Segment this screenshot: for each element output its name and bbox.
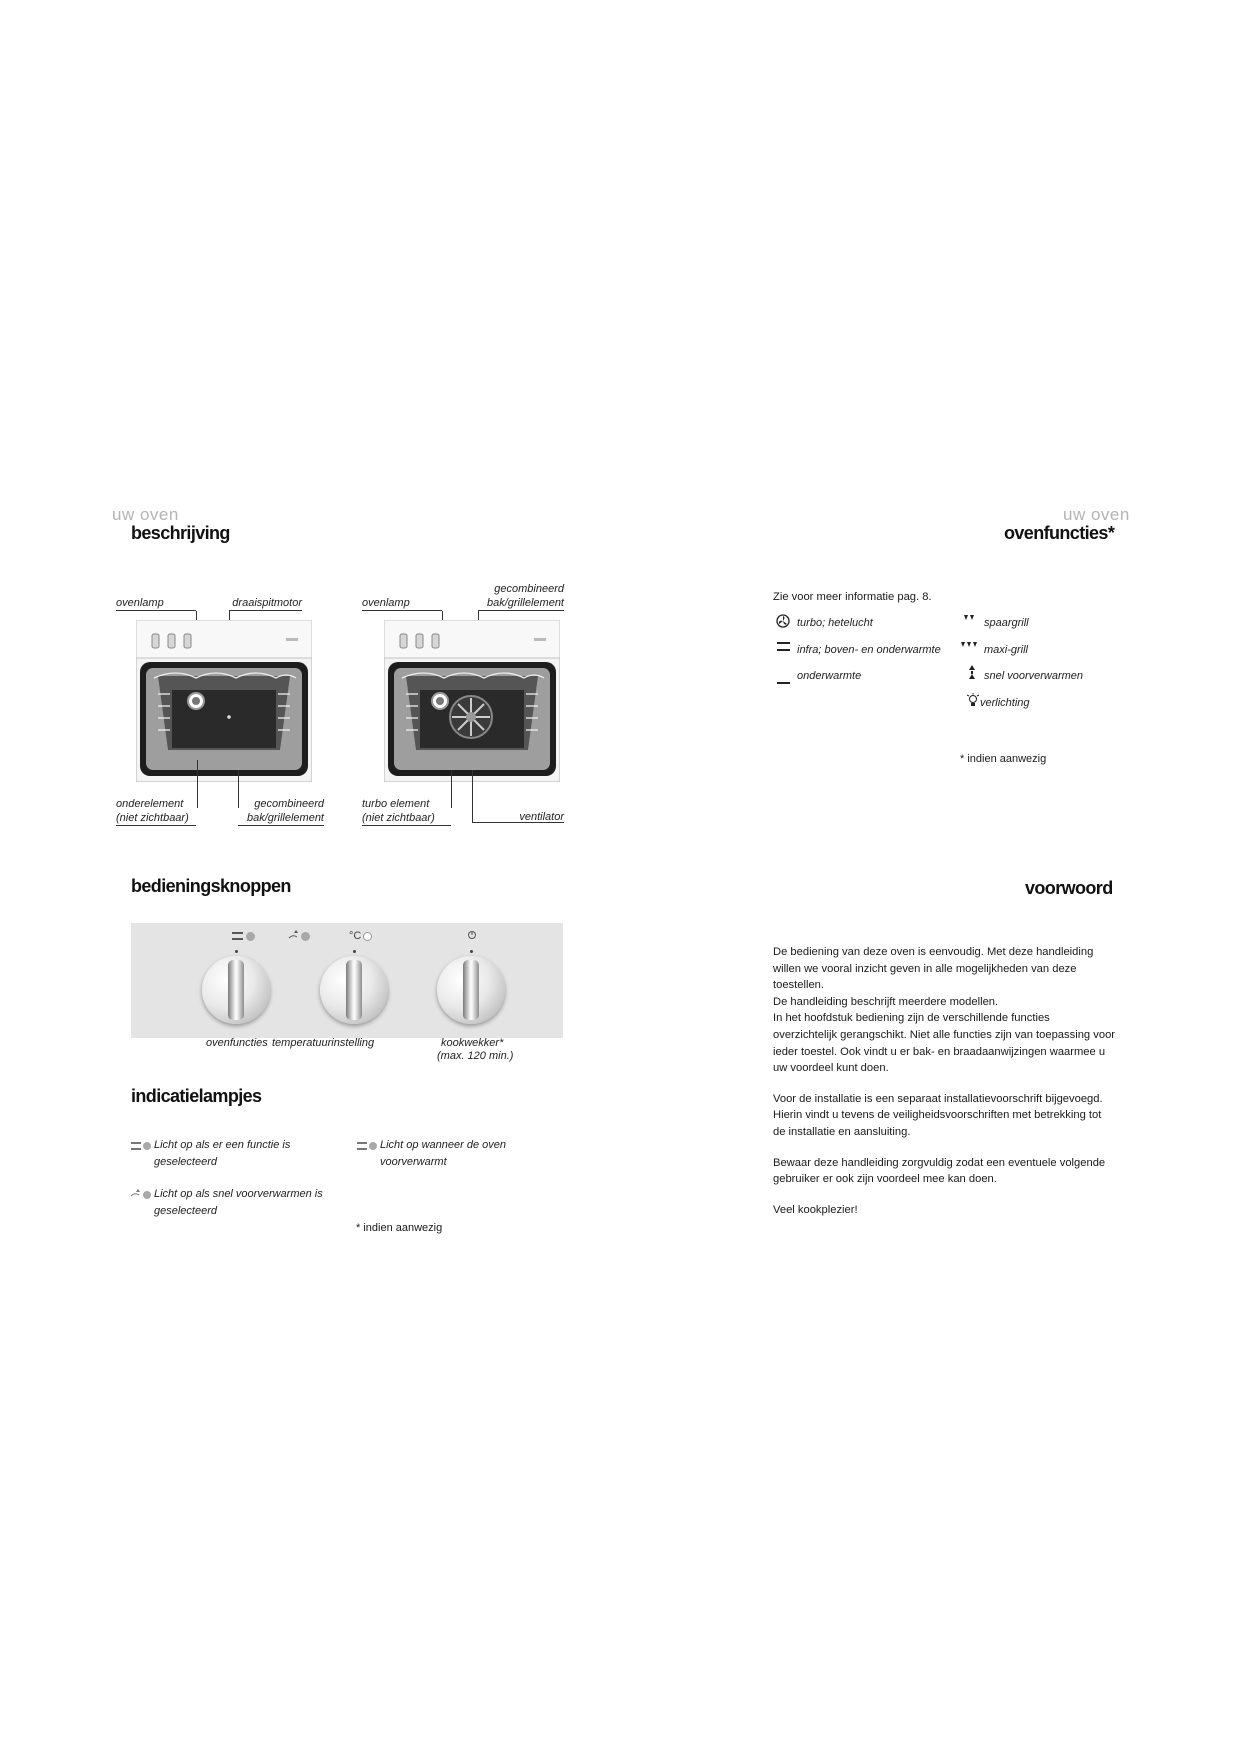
right-section-kicker: uw oven [1063,505,1130,524]
lamp-2-text-2: voorverwarmt [380,1156,447,1168]
function-indicator-lamp [246,932,255,941]
lamp-3-text-2: geselecteerd [154,1205,217,1217]
ovenfuncties-intro: Zie voor meer informatie pag. 8. [773,591,932,603]
lamp-3-text-1: Licht op als snel voorverwarmen is [154,1188,323,1200]
preface-line: De bediening van deze oven is eenvoudig. Met deze handleiding [773,946,1094,958]
voorwoord-title: voorwoord [1025,878,1113,898]
maxi-grill-icon [961,639,979,651]
kitchen-timer-knob[interactable] [437,956,505,1024]
preface-line: gebruiker er ook zijn voordeel mee kan doen. [773,1173,997,1186]
preface-line: de installatie en aansluiting. [773,1125,911,1138]
preface-line: toestellen. [773,979,824,992]
temp-symbol: °C [349,930,362,942]
preface-line: overzichtelijk gerangschikt. Niet alle functies zijn van toepassing voor [773,1028,1116,1041]
oven2-diagram [384,620,560,782]
ovenfuncties-title: ovenfuncties* [1004,523,1115,543]
preface-line: willen we vooral inzicht geven in alle mogelijkheden van deze [773,962,1077,975]
oven1-motor-label: draaispitmotor [229,597,302,611]
lamp-2-text-1: Licht op wanneer de oven [380,1139,506,1151]
oven2-lamp-label: ovenlamp [362,597,442,611]
caption-timer-2: (max. 120 min.) [437,1050,514,1062]
preface-text [773,944,1135,1218]
function-label-snel-voorverwarmen: snel voorverwarmen [984,670,1084,682]
oven2-turbo-label-1: turbo element [362,798,430,810]
oven1-bottom-element-label-1: onderelement [116,798,184,810]
function-label-verlichting: verlichting [980,697,1030,709]
light-bulb-icon [966,693,980,709]
oven-function-knob[interactable] [202,956,270,1024]
fast-preheat-indicator-lamp [301,932,310,941]
preface-line: De handleiding beschrijft meerdere modellen. [773,995,999,1008]
top-bottom-heat-icon [131,1142,141,1154]
temperature-knob[interactable] [320,956,388,1024]
preface-line: Bewaar deze handleiding zorgvuldig zodat een eventuele volgende [773,1156,1106,1169]
function-label-infra: infra; boven- en onderwarmte [797,644,941,656]
function-label-maxi-grill: maxi-grill [984,644,1028,656]
top-bottom-heat-icon [777,642,790,654]
indicator-lamp-icon [143,1142,151,1150]
fan-icon [776,614,790,630]
indicator-lamp-icon [143,1191,151,1199]
oven2-fan-label: ventilator [519,811,564,823]
fast-preheat-icon [130,1188,142,1202]
function-label-spaargrill: spaargrill [984,617,1029,629]
preface-line [773,1141,1135,1155]
preface-line: Veel kookplezier! [773,1203,858,1216]
preface-line: uw voordeel kunt doen. [773,1062,889,1075]
left-section-kicker: uw oven [112,505,179,524]
bedieningsknoppen-title: bedieningsknoppen [131,876,291,896]
eco-grill-icon [964,612,976,624]
bottom-heat-icon [777,675,790,687]
beschrijving-title: beschrijving [131,523,230,543]
indicator-lamp-icon [369,1142,377,1150]
timer-icon [467,930,477,943]
preface-line: ieder toestel. Ook vindt u er bak- en braadaanwijzingen waarmee u [773,1045,1106,1058]
preface-line: Hierin vindt u tevens de veiligheidsvoorschriften met betrekking tot [773,1109,1102,1122]
preface-line: In het hoofdstuk bediening zijn de verschillende functies [773,1012,1050,1025]
caption-temperature: temperatuurinstelling [272,1037,375,1049]
oven1-diagram [136,620,312,782]
temperature-indicator-lamp [363,932,372,941]
top-bottom-heat-icon [357,1142,367,1154]
oven2-grill-label-2: bak/grillelement [478,597,564,611]
right-footnote: * indien aanwezig [960,753,1047,765]
function-label-onderwarmte: onderwarmte [797,670,862,682]
indicatielampjes-title: indicatielampjes [131,1086,262,1106]
oven1-bottom-element-label-2: (niet zichtbaar) [116,812,196,826]
lamp-1-text-1: Licht op als er een functie is [154,1139,291,1151]
preface-line: Voor de installatie is een separaat installatievoorschrift bijgevoegd. [773,1092,1103,1105]
oven1-grill-label-2: bak/grillelement [238,812,324,826]
oven2-grill-label-1: gecombineerd [494,583,564,595]
caption-oven-functions: ovenfuncties [206,1037,268,1049]
preface-line [773,1077,1135,1091]
oven1-grill-label-1: gecombineerd [254,798,324,810]
oven1-lamp-label: ovenlamp [116,597,196,611]
left-footnote: * indien aanwezig [356,1222,443,1234]
top-bottom-heat-icon [232,932,243,944]
fast-preheat-icon [968,665,976,681]
lamp-1-text-2: geselecteerd [154,1156,217,1168]
caption-timer-1: kookwekker* [441,1037,504,1049]
function-label-turbo: turbo; hetelucht [797,617,873,629]
preface-line [773,1188,1135,1202]
oven2-turbo-label-2: (niet zichtbaar) [362,812,451,826]
fast-preheat-icon [288,929,300,944]
